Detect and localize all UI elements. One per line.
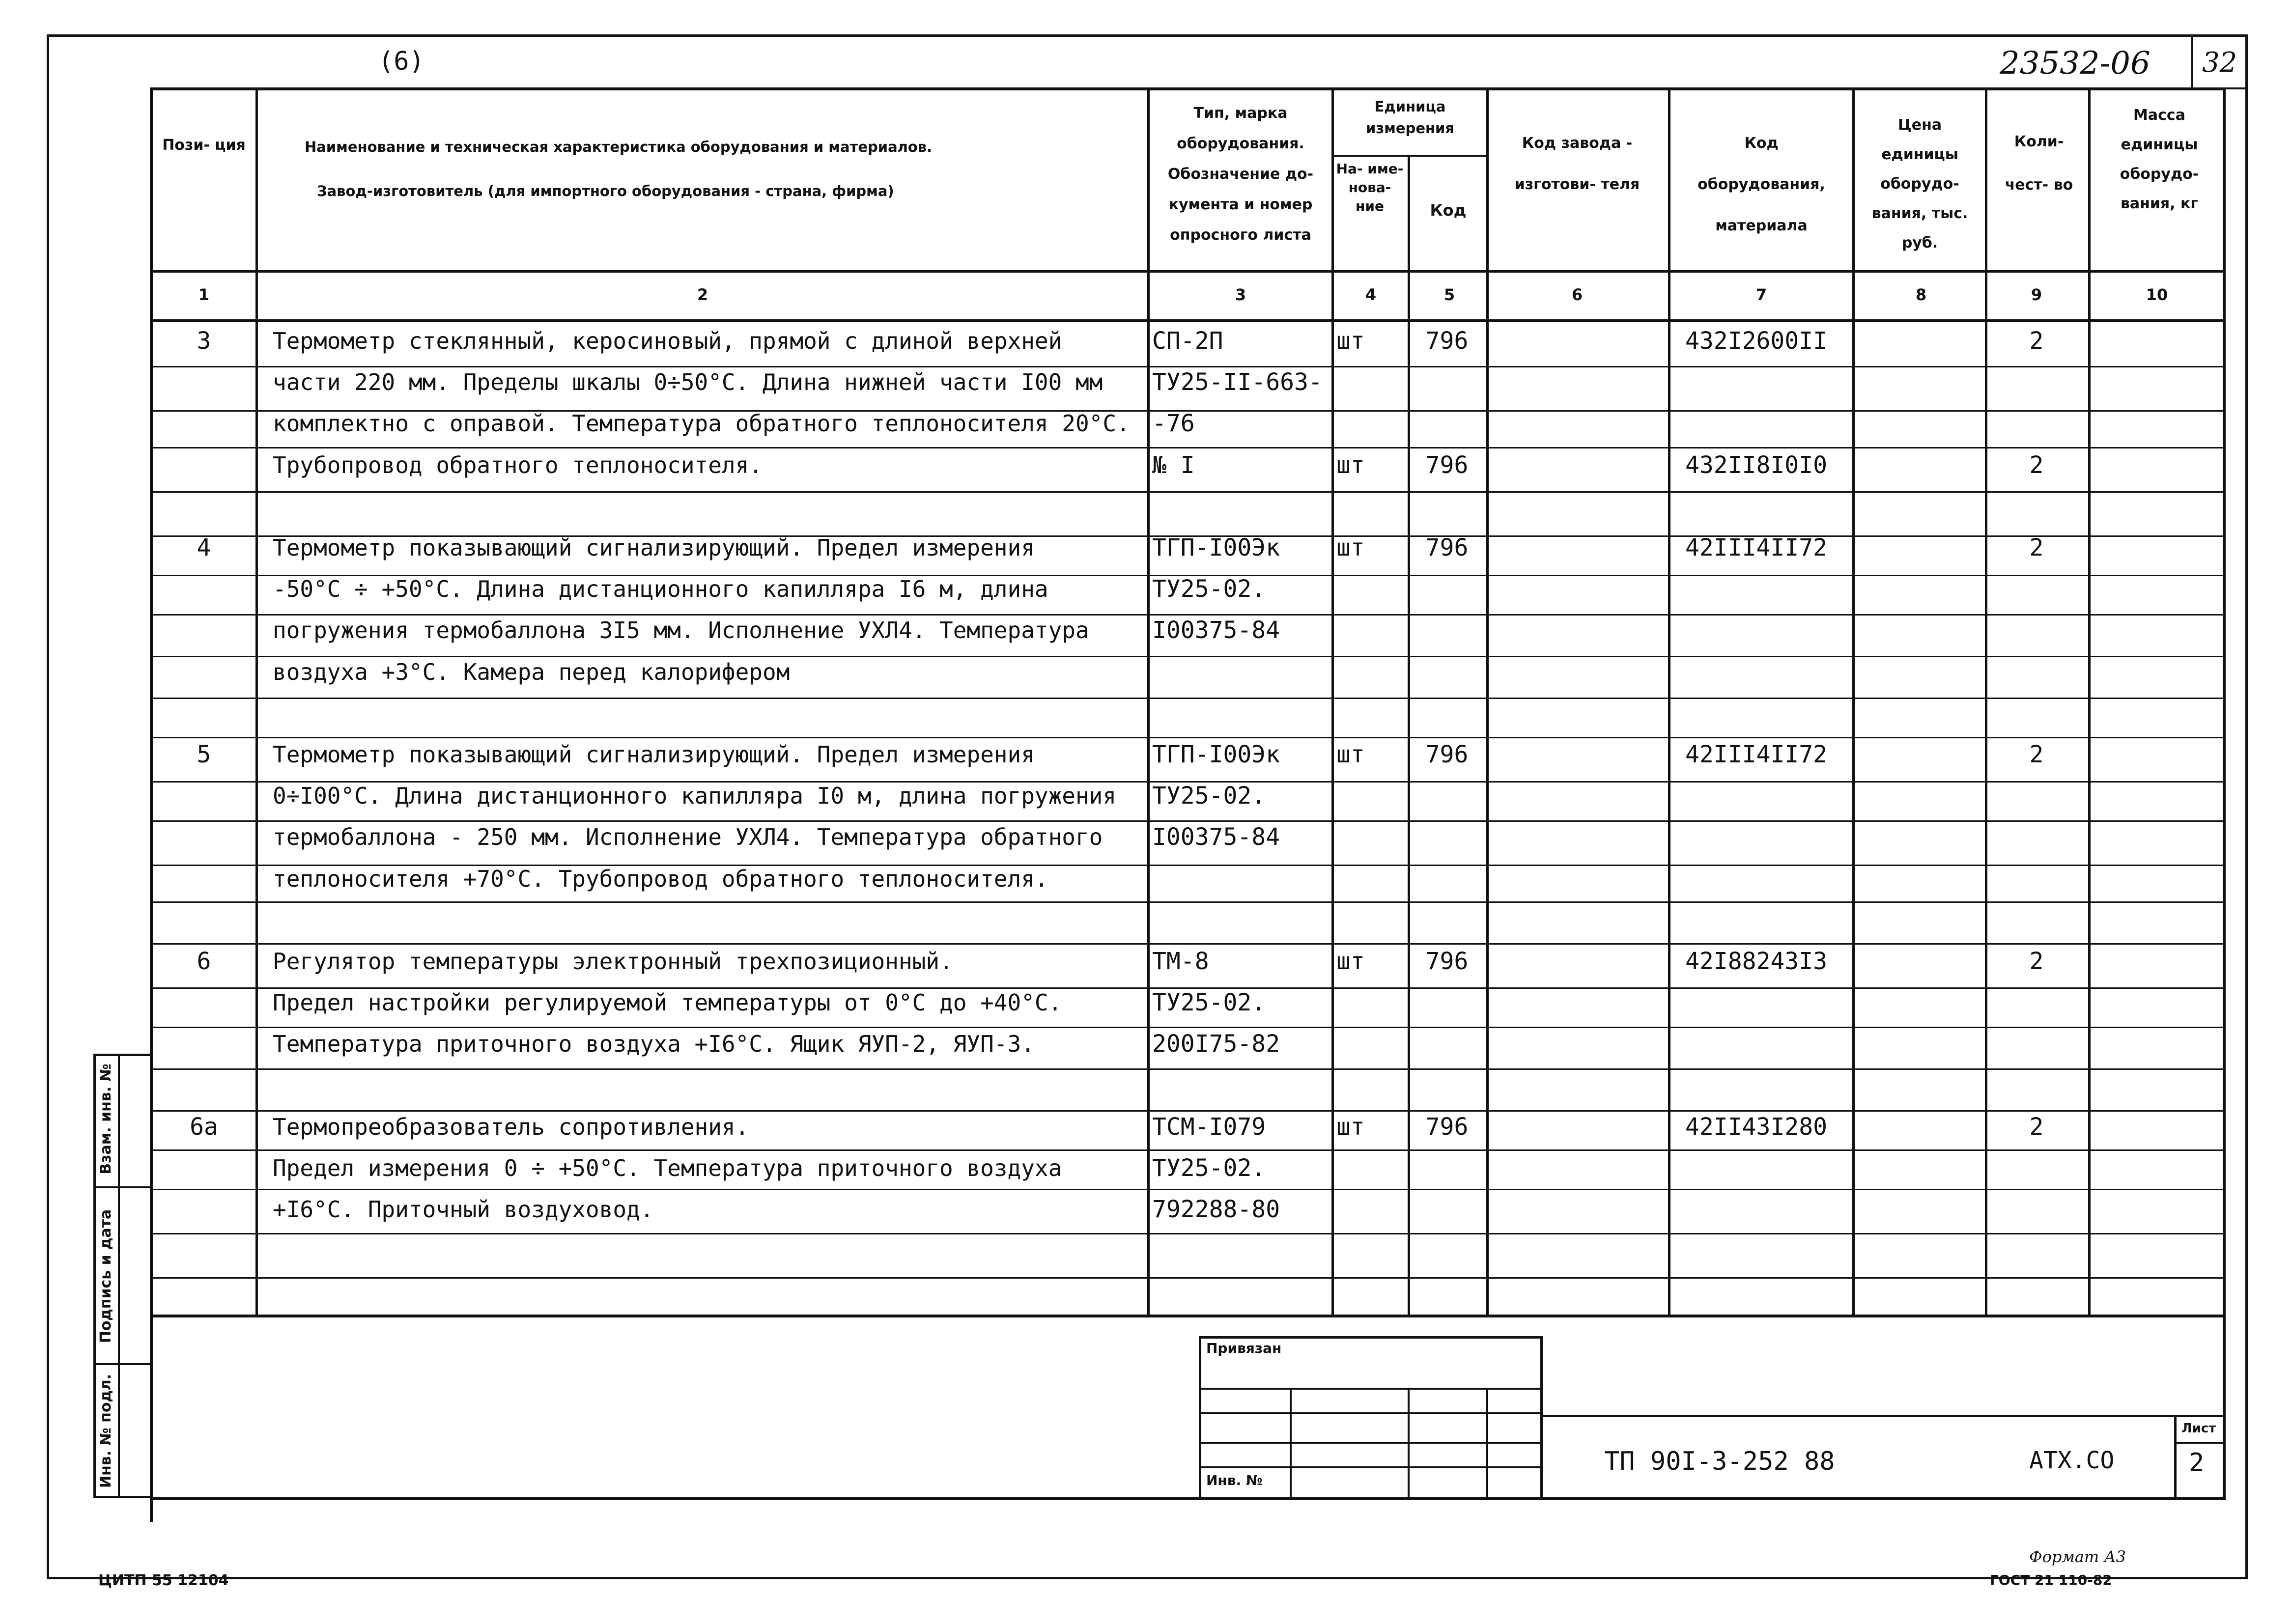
table-cell-type: ТУ25-02.: [1152, 989, 1266, 1017]
attached-box-line-3: [1199, 1442, 1543, 1444]
header-unit-name: На- име- нова- ние: [1336, 161, 1404, 214]
table-cell-pos: 5: [197, 741, 211, 768]
header-name-line2: Завод-изготовитель (для импортного оборудования - страна, фирма): [317, 183, 894, 199]
col-divider-1: [255, 87, 258, 1316]
header-mass: Масса единицы оборудо- вания, кг: [2120, 107, 2199, 212]
row-line: [150, 1110, 2226, 1112]
table-cell-text: погружения термобаллона 3I5 мм. Исполнение УХЛ4. Температура: [273, 617, 1089, 644]
col-divider-7: [1852, 87, 1855, 1316]
table-right-border: [2223, 87, 2226, 1500]
unit-subheader-line: [1331, 155, 1489, 157]
row-line: [150, 1068, 2226, 1070]
designation: ТП 90I-3-252 88: [1604, 1447, 1835, 1476]
table-cell-text: Предел настройки регулируемой температуры от 0°С до +40°С.: [273, 989, 1062, 1016]
table-cell-eq-code: 42I88243I3: [1685, 948, 1827, 975]
table-cell-unit: шт: [1336, 741, 1365, 768]
header-quantity: Коли- чест- во: [2005, 133, 2073, 194]
table-cell-unit: шт: [1336, 948, 1365, 975]
col-divider-2: [1147, 87, 1150, 1316]
table-cell-text: воздуха +3°С. Камера перед калорифером: [273, 658, 790, 685]
side-stamp-replaced-inv: Взам. инв. №: [97, 1064, 114, 1175]
row-line: [150, 491, 2226, 493]
attached-box-top: [1199, 1336, 1543, 1339]
table-cell-text: Термопреобразователь сопротивления.: [273, 1113, 749, 1140]
column-number: 8: [1915, 285, 1927, 304]
column-number: 10: [2146, 285, 2168, 304]
table-cell-unit: шт: [1336, 451, 1365, 479]
row-line: [150, 820, 2226, 822]
attached-box-right: [1540, 1336, 1543, 1498]
series-number: (6): [378, 47, 424, 76]
table-cell-text: Температура приточного воздуха +I6°С. Ящик ЯУП-2, ЯУП-3.: [273, 1031, 1035, 1058]
table-cell-type: ТМ-8: [1152, 948, 1209, 975]
format-label: Формат А3: [2029, 1547, 2126, 1566]
sheet-label: Лист: [2181, 1421, 2216, 1436]
gost-label: ГОСТ 21 110-82: [1990, 1572, 2112, 1588]
outer-frame-right: [2245, 34, 2248, 1579]
attached-box-col-3: [1486, 1388, 1488, 1498]
table-cell-pos: 3: [197, 327, 211, 355]
table-cell-text: термобаллона - 250 мм. Исполнение УХЛ4. Температура обратного: [273, 824, 1103, 851]
table-cell-type: ТУ25-II-663-: [1152, 368, 1323, 396]
row-line: [150, 698, 2226, 699]
table-cell-text: +I6°С. Приточный воздуховод.: [273, 1196, 654, 1223]
outer-frame-left: [47, 34, 49, 1579]
table-cell-type: -76: [1152, 410, 1195, 438]
table-cell-code: 796: [1425, 534, 1469, 561]
row-line: [150, 901, 2226, 903]
table-cell-type: ТУ25-02.: [1152, 575, 1266, 603]
side-stamp-mid: [118, 1054, 120, 1498]
table-cell-pos: 6: [197, 948, 211, 975]
table-cell-pos: 4: [197, 534, 211, 561]
column-number: 5: [1443, 285, 1455, 304]
print-mark: ЦИТП 55 12104: [98, 1572, 229, 1589]
column-number: 3: [1235, 285, 1246, 304]
attached-box-line-4: [1199, 1466, 1543, 1468]
attached-label: Привязан: [1206, 1340, 1282, 1356]
header-factory-code: Код завода - изготови- теля: [1514, 135, 1640, 193]
table-cell-type: № I: [1152, 451, 1195, 479]
table-cell-qty: 2: [2029, 1113, 2044, 1141]
sheet-box-divider: [2174, 1442, 2226, 1444]
outer-frame-top: [47, 34, 2248, 37]
table-cell-text: Регулятор температуры электронный трехпозиционный.: [273, 948, 953, 975]
table-cell-text: Термометр показывающий сигнализирующий. Предел измерения: [273, 534, 1035, 561]
table-top-border: [150, 87, 2226, 90]
table-cell-unit: шт: [1336, 534, 1365, 561]
attached-box-line-1: [1199, 1388, 1543, 1390]
side-stamp-original-inv: Инв. № подл.: [97, 1373, 114, 1488]
column-number: 6: [1571, 285, 1583, 304]
col-divider-9: [2088, 87, 2091, 1316]
table-cell-unit: шт: [1336, 327, 1365, 355]
row-line: [150, 447, 2226, 448]
column-number: 7: [1755, 285, 1767, 304]
doc-code: АТХ.СО: [2029, 1447, 2115, 1474]
table-cell-text: Термометр показывающий сигнализирующий. Предел измерения: [273, 741, 1035, 768]
table-cell-qty: 2: [2029, 327, 2044, 355]
table-cell-type: ТГП-I00Эк: [1152, 741, 1280, 768]
row-line: [150, 1277, 2226, 1279]
table-cell-qty: 2: [2029, 451, 2044, 479]
table-cell-code: 796: [1425, 948, 1469, 975]
sheet-box-left: [2174, 1415, 2177, 1498]
column-number: 9: [2031, 285, 2042, 304]
col-divider-5: [1486, 87, 1489, 1316]
header-price: Цена единицы оборудо- вания, тыс. руб.: [1871, 116, 1968, 252]
column-numbers-bottom-border: [150, 319, 2226, 322]
header-equipment-code: Код оборудования, материала: [1698, 135, 1825, 234]
table-cell-type: СП-2П: [1152, 327, 1223, 355]
table-cell-qty: 2: [2029, 948, 2044, 975]
table-cell-type: ТУ25-02.: [1152, 782, 1266, 810]
table-cell-text: Термометр стеклянный, керосиновый, прямой с длиной верхней: [273, 328, 1062, 354]
table-cell-code: 796: [1425, 741, 1469, 768]
table-cell-type: ТСМ-I079: [1152, 1113, 1266, 1141]
table-cell-code: 796: [1425, 327, 1469, 355]
page-number-box-left: [2191, 34, 2193, 88]
table-cell-qty: 2: [2029, 534, 2044, 561]
column-number: 4: [1365, 285, 1377, 304]
row-line: [150, 1027, 2226, 1028]
col-divider-3: [1331, 87, 1334, 1316]
page-number: 32: [2202, 47, 2237, 79]
title-block-bottom: [150, 1497, 2226, 1500]
table-left-border: [150, 87, 153, 1522]
table-cell-type: I00375-84: [1152, 616, 1280, 644]
table-cell-text: -50°С ÷ +50°С. Длина дистанционного капилляра I6 м, длина: [273, 576, 1048, 603]
table-bottom-border: [150, 1315, 2226, 1317]
sheet-number: 2: [2189, 1448, 2205, 1478]
table-cell-text: теплоносителя +70°С. Трубопровод обратного теплоносителя.: [273, 865, 1048, 892]
side-stamp-signature-date: Подпись и дата: [97, 1209, 114, 1344]
table-cell-text: Трубопровод обратного теплоносителя.: [273, 451, 763, 478]
header-type: Тип, марка оборудования. Обозначение до- кумента и номер опросного листа: [1167, 105, 1314, 244]
table-cell-type: ТУ25-02.: [1152, 1154, 1266, 1182]
attached-box-col-1: [1290, 1388, 1292, 1498]
table-cell-code: 796: [1425, 1113, 1469, 1141]
table-cell-text: комплектно с оправой. Температура обратного теплоносителя 20°С.: [273, 410, 1130, 437]
table-cell-text: 0÷I00°С. Длина дистанционного капилляра I0 м, длина погружения: [273, 783, 1117, 810]
header-unit-code: Код: [1430, 201, 1467, 220]
table-cell-text: Предел измерения 0 ÷ +50°С. Температура приточного воздуха: [273, 1155, 1062, 1181]
table-cell-type: 200I75-82: [1152, 1030, 1280, 1058]
table-cell-code: 796: [1425, 451, 1469, 479]
table-cell-type: 792288-80: [1152, 1196, 1280, 1224]
table-cell-eq-code: 42II43I280: [1685, 1113, 1827, 1141]
header-name-line1: Наименование и техническая характеристика оборудования и материалов.: [305, 139, 933, 155]
table-cell-qty: 2: [2029, 741, 2044, 768]
column-number: 2: [697, 285, 708, 304]
table-cell-pos: 6а: [190, 1113, 218, 1141]
row-line: [150, 943, 2226, 945]
table-cell-type: ТГП-I00Эк: [1152, 534, 1280, 561]
table-cell-eq-code: 432II8I0I0: [1685, 451, 1827, 479]
table-cell-unit: шт: [1336, 1113, 1365, 1141]
table-cell-eq-code: 42III4II72: [1685, 534, 1827, 561]
designation-box-top: [1540, 1415, 2226, 1417]
col-divider-6: [1668, 87, 1670, 1316]
row-line: [150, 1149, 2226, 1151]
attached-box-line-2: [1199, 1412, 1543, 1414]
row-line: [150, 1233, 2226, 1234]
table-cell-eq-code: 42III4II72: [1685, 741, 1827, 768]
table-cell-type: I00375-84: [1152, 823, 1280, 851]
table-cell-text: части 220 мм. Пределы шкалы 0÷50°С. Длина нижней части I00 мм: [273, 369, 1103, 396]
row-line: [150, 737, 2226, 738]
column-number: 1: [198, 285, 210, 304]
header-unit-group: Единица измерения: [1366, 98, 1454, 137]
table-cell-eq-code: 432I2600II: [1685, 327, 1827, 355]
attached-box-col-2: [1408, 1388, 1410, 1498]
inv-label: Инв. №: [1206, 1472, 1263, 1488]
doc-stamp: 23532-06: [2000, 45, 2151, 82]
row-line: [150, 1189, 2226, 1190]
outer-frame-bottom: [47, 1577, 2248, 1579]
header-bottom-border: [150, 270, 2226, 273]
attached-box-left: [1199, 1336, 1201, 1498]
header-position: Пози- ция: [162, 137, 246, 154]
